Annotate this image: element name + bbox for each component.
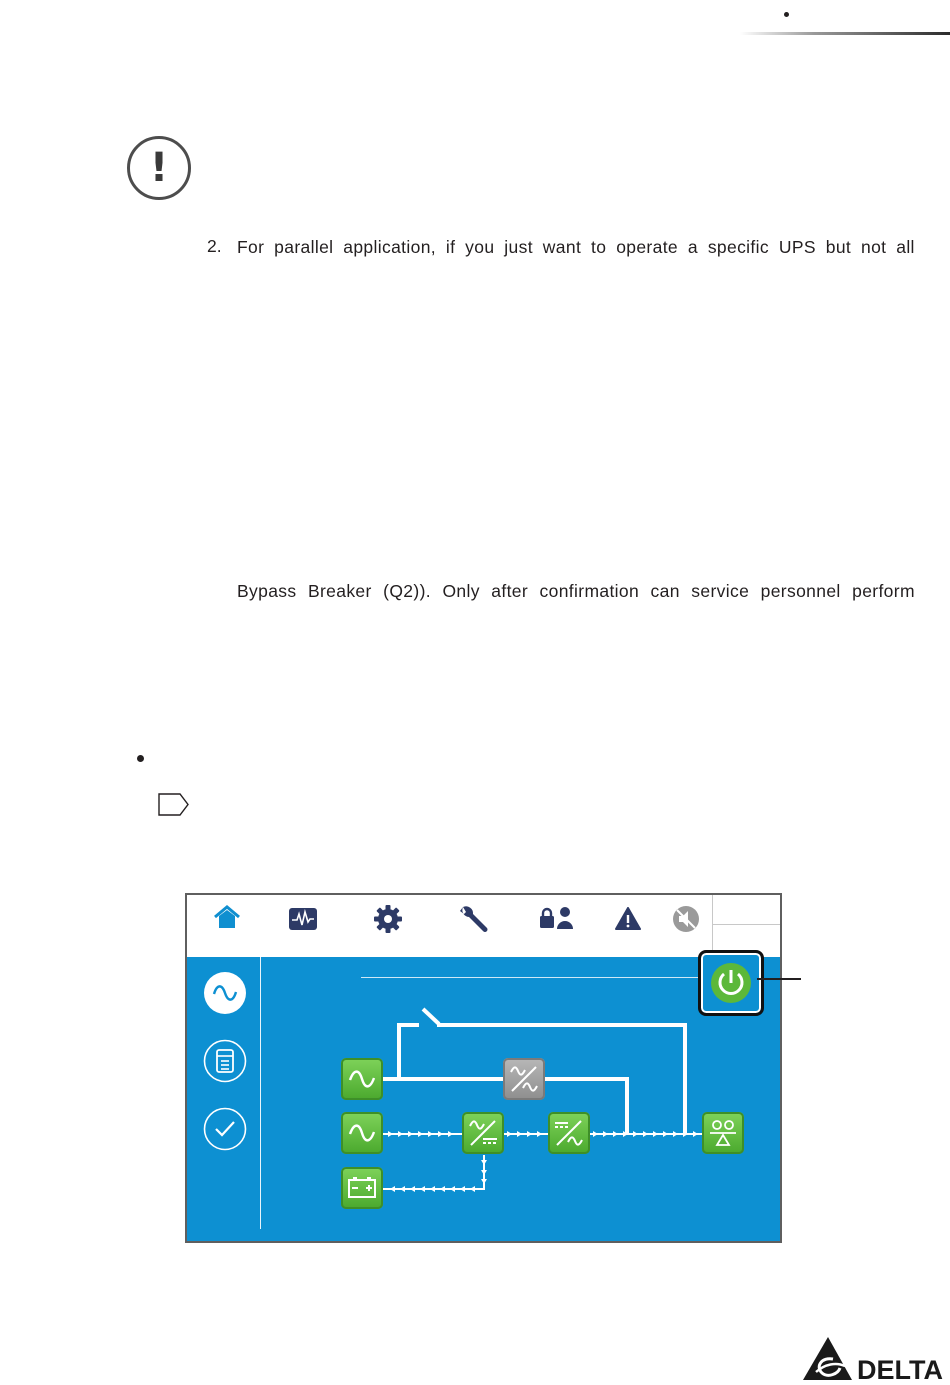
- tag-icon: [158, 793, 190, 817]
- battery-icon: [341, 1167, 383, 1209]
- word: Breaker: [307, 581, 372, 601]
- word: (Q2)).: [383, 581, 431, 601]
- mute-speaker-icon[interactable]: [672, 905, 700, 933]
- word: just: [504, 237, 533, 257]
- delta-logo: [800, 1333, 948, 1383]
- word: application,: [343, 237, 436, 257]
- ac-ac-converter-icon: [503, 1058, 545, 1100]
- word: parallel: [274, 237, 334, 257]
- word: but: [825, 237, 852, 257]
- load-block[interactable]: [702, 1112, 744, 1154]
- word: perform: [852, 581, 915, 601]
- warning-triangle-icon[interactable]: [615, 907, 641, 931]
- exclamation-circle-icon: !: [127, 136, 191, 200]
- word: Bypass: [237, 581, 297, 601]
- gear-icon[interactable]: [373, 904, 403, 934]
- word: not: [860, 237, 887, 257]
- wrench-icon[interactable]: [457, 904, 489, 936]
- word: a: [687, 237, 698, 257]
- paragraph-parallel-application: [237, 236, 915, 258]
- logo-text: DELTA: [857, 1355, 943, 1383]
- word: confirmation: [539, 581, 640, 601]
- word: service: [691, 581, 750, 601]
- ac-dc-converter-icon: [462, 1112, 504, 1154]
- paragraph-bypass-breaker: [237, 580, 915, 602]
- header-rule: [740, 32, 950, 35]
- word: For: [237, 237, 265, 257]
- ac-source-icon: [341, 1112, 383, 1154]
- list-item-number: 2.: [207, 236, 222, 256]
- word: if: [445, 237, 456, 257]
- main-input-block[interactable]: [341, 1112, 383, 1154]
- bullet-icon: [137, 755, 144, 762]
- word: all: [896, 237, 915, 257]
- power-flow-diagram: [187, 957, 780, 1241]
- word: after: [491, 581, 529, 601]
- word: you: [465, 237, 495, 257]
- battery-block[interactable]: [341, 1167, 383, 1209]
- inverter-block[interactable]: [548, 1112, 590, 1154]
- word: UPS: [778, 237, 816, 257]
- load-icon: [702, 1112, 744, 1154]
- word: Only: [442, 581, 480, 601]
- word: operate: [616, 237, 678, 257]
- ups-touch-screen: [185, 893, 782, 1243]
- top-menu-bar: [187, 895, 780, 957]
- rectifier-block[interactable]: [462, 1112, 504, 1154]
- callout-line: [757, 978, 801, 980]
- main-panel: [187, 957, 780, 1241]
- bypass-input-block[interactable]: [341, 1058, 383, 1100]
- dc-ac-converter-icon: [548, 1112, 590, 1154]
- word: to: [591, 237, 607, 257]
- word: can: [650, 581, 680, 601]
- top-bar-divider-vertical: [712, 895, 713, 957]
- home-icon[interactable]: [212, 904, 242, 930]
- ac-source-icon: [341, 1058, 383, 1100]
- top-bar-divider-horizontal: [712, 924, 780, 925]
- word: personnel: [760, 581, 841, 601]
- static-switch-block[interactable]: [503, 1058, 545, 1100]
- word: specific: [707, 237, 769, 257]
- lock-user-icon[interactable]: [539, 906, 575, 930]
- word: want: [542, 237, 582, 257]
- header-dot: [784, 12, 789, 17]
- waveform-icon[interactable]: [289, 908, 317, 930]
